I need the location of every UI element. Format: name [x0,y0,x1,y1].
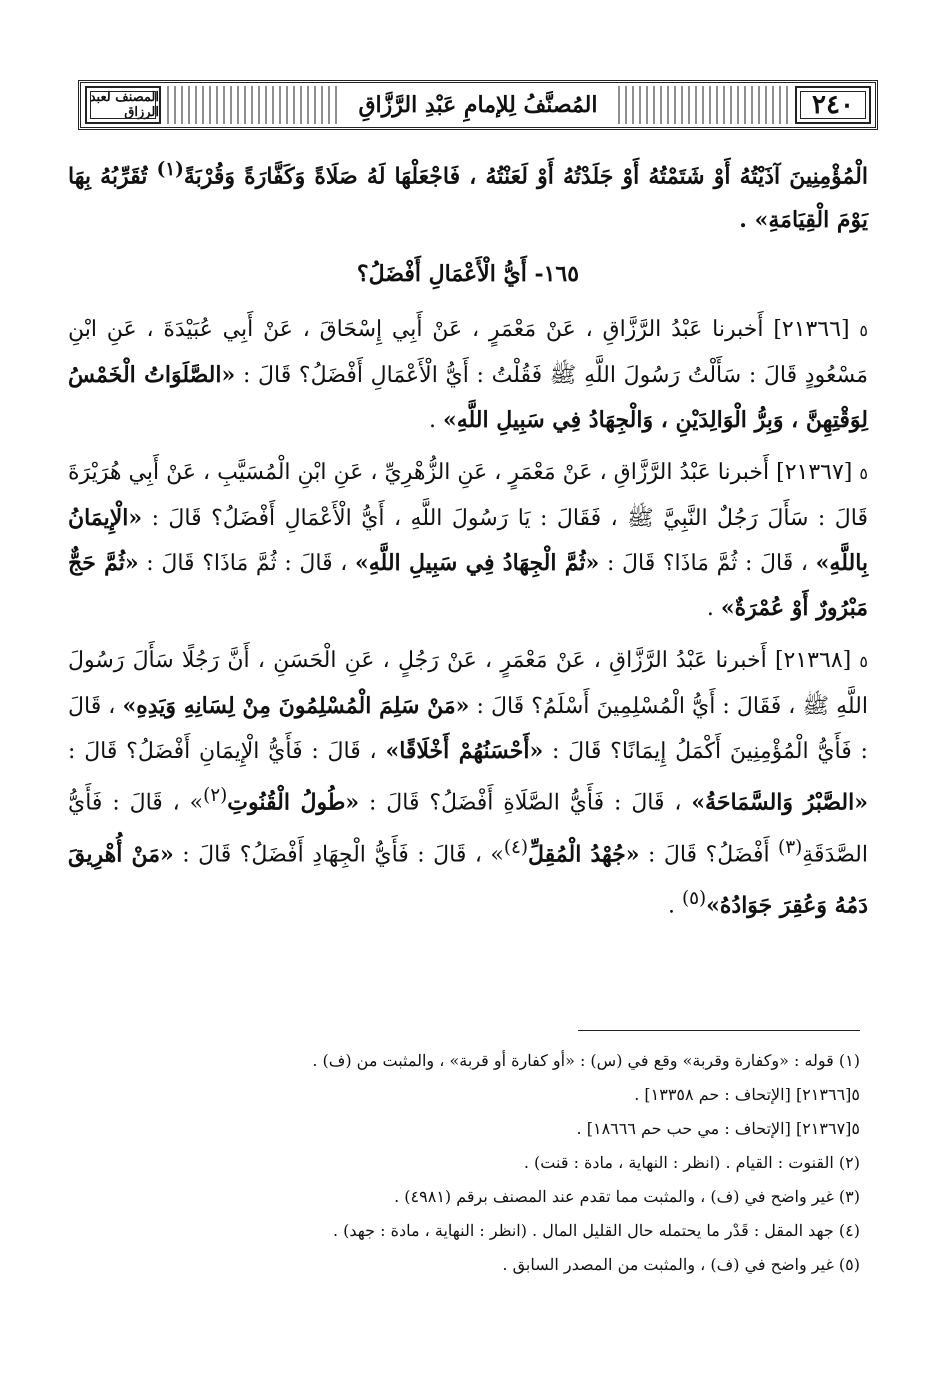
header-ornament-right [618,86,790,124]
intro-paragraph [68,148,868,242]
book-logo-text: المصنف لعبد الرزاق [89,90,159,120]
hadith-number: [٢١٣٦٧] [776,460,853,486]
page-header [78,80,878,130]
hadith-text: أَخبرنا عَبْدُ الرَّزَّاقِ ، عَنْ مَعْمَرٍ ، عَنْ أَبِي إِسْحَاقَ ، عَنْ أَبِي عُبَيْدَةَ ، عَنِ ابْنِ مَسْعُودٍ قَالَ : سَأَلْتُ رَسُولَ اللَّهِ ﷺ فَقُلْتُ : أَيُّ الْأَعْمَالِ أَفْضَلُ؟ قَالَ : [68,317,868,389]
footnote-3: (٣) غير واضح في (ف) ، والمثبت مما تقدم عند المصنف برقم (٤٩٨١) . [394,1187,860,1206]
page-number: ٢٤٠ [812,90,854,120]
main-text [68,148,868,936]
hadith-marker: ٥ [859,321,869,341]
hadith-text: أَفْضَلُ؟ قَالَ : [647,841,770,867]
hadith-text: ، قَالَ : فَأَيُّ الصَّلَاةِ أَفْضَلُ؟ قَالَ : [369,790,682,816]
intro-line1-end: تُقَرِّبُهُ بِهَا [68,163,148,190]
hadith-21367 [68,451,868,631]
footnote-1: (١) قوله : «وكفارة وقربة» وقع في (س) : «أو كفارة أو قربة» ، والمثبت من (ف) . [312,1051,860,1070]
footnote-separator [578,1030,860,1031]
hadith-marker: ٥ [859,652,868,672]
hadith-text: ، قَالَ : فَأَيُّ الْإِيمَانِ أَفْضَلُ؟ قَالَ : [68,739,377,765]
hadith-quote: «الْإِيمَانُ بِاللَّهِ» [68,505,869,577]
hadith-text: » ، قَالَ : فَأَيُّ الصَّدَقَةِ [68,790,868,867]
hadith-end: . [428,408,443,434]
chapter-heading: ١٦٥- أَيُّ الْأَعْمَالِ أَفْضَلُ؟ [356,261,580,288]
footnote-2: (٢) القنوت : القيام . (انظر : النهاية ، مادة : قنت) . [523,1153,860,1172]
footnote-ref: (٢) [203,785,228,807]
hadith-text: ، قَالَ : ثُمَّ مَاذَا؟ قَالَ : [146,551,348,577]
hadith-quote: «أَحْسَنُهُمْ أَخْلَاقًا» [385,738,544,765]
footnote-ref: (٤) [503,836,529,858]
footnotes [68,1044,860,1282]
hadith-quote: «مَنْ أُهْرِيقَ دَمُهُ وَعُقِرَ جَوَادُهُ» [68,840,868,919]
footnote-21366: ٥[٢١٣٦٦] [الإتحاف : حم ١٣٣٥٨] . [634,1085,860,1104]
footnote-21367: ٥[٢١٣٦٧] [الإتحاف : مي حب حم ١٨٦٦٦] . [576,1119,860,1138]
footnote-ref: (١) [156,159,184,180]
hadith-quote: «الصَّبْرُ وَالسَّمَاحَةُ» [691,789,868,816]
hadith-quote: «مَنْ سَلِمَ الْمُسْلِمُونَ مِنْ لِسَانِهِ وَيَدِهِ» [122,693,470,720]
hadith-text: ، قَالَ : فَأَيُّ الْمُؤْمِنِينَ أَكْمَلُ إِيمَانًا؟ قَالَ : [68,694,868,765]
hadith-quote: «جُهْدُ الْمُقِلِّ [528,840,640,867]
hadith-quote: «ثُمَّ حَجٌّ مَبْرُورٌ أَوْ عُمْرَةٌ» [68,550,868,622]
hadith-21366 [68,308,868,443]
book-logo [85,86,161,124]
footnote-ref: (٥) [681,887,707,909]
page-number-box [795,86,871,124]
hadith-text: » ، قَالَ : فَأَيُّ الْجِهَادِ أَفْضَلُ؟ قَالَ : [182,841,504,867]
hadith-text: أَخبرنا عَبْدُ الرَّزَّاقِ ، عَنْ مَعْمَرٍ ، عَنِ الزُّهْرِيِّ ، عَنِ ابْنِ الْمُسَيَّبِ ، عَنْ أَبِي هُرَيْرَةَ قَالَ : سَأَلَ رَجُلٌ النَّبِيَّ ﷺ ، فَقَالَ : يَا رَسُولَ اللَّهِ ، أَيُّ الْأَعْمَالِ أَفْضَلُ؟ قَالَ : [68,460,868,532]
hadith-quote: «الصَّلَوَاتُ الْخَمْسُ لِوَقْتِهِنَّ ، وَبِرُّ الْوَالِدَيْنِ ، وَالْجِهَادُ فِي سَبِيلِ اللَّهِ» [68,362,868,434]
footnote-5: (٥) غير واضح في (ف) ، والمثبت من المصدر السابق . [502,1255,860,1274]
hadith-number: [٢١٣٦٦] [773,317,850,343]
hadith-end: . [706,596,721,622]
hadith-21368 [68,639,868,928]
intro-line2: يَوْمَ الْقِيَامَةِ» . [739,207,868,234]
intro-line1: الْمُؤْمِنِينَ آذَيْتُهُ أَوْ شَتَمْتُهُ أَوْ جَلَدْتُهُ أَوْ لَعَنْتُهُ ، فَاجْعَلْهَا لَهُ صَلَاةً وَكَفَّارَةً وَقُرْبَةً [183,163,868,190]
hadith-quote: «ثُمَّ الْجِهَادُ فِي سَبِيلِ اللَّهِ» [355,550,600,577]
hadith-quote: «طُولُ الْقُنُوتِ [227,789,360,816]
hadith-text: ، قَالَ : ثُمَّ مَاذَا؟ قَالَ : [606,551,808,577]
header-ornament-left [167,86,339,124]
hadith-text: أَخبرنا عَبْدُ الرَّزَّاقِ ، عَنْ مَعْمَرٍ ، عَنْ رَجُلٍ ، عَنِ الْحَسَنِ ، أَنَّ رَجُلًا سَأَلَ رَسُولَ اللَّهِ ﷺ ، فَقَالَ : أَيُّ الْمُسْلِمِينَ أَسْلَمُ؟ قَالَ : [68,648,868,720]
hadith-marker: ٥ [859,464,868,484]
running-title: المُصنَّفُ لِلإمامِ عَبْدِ الرَّزَّاقِ [344,92,611,118]
footnote-ref: (٣) [778,836,803,858]
hadith-number: [٢١٣٦٨] [774,648,852,674]
hadith-end: . [667,893,682,919]
footnote-4: (٤) جهد المقل : قَدْر ما يحتمله حال القليل المال . (انظر : النهاية ، مادة : جهد) . [332,1221,860,1240]
